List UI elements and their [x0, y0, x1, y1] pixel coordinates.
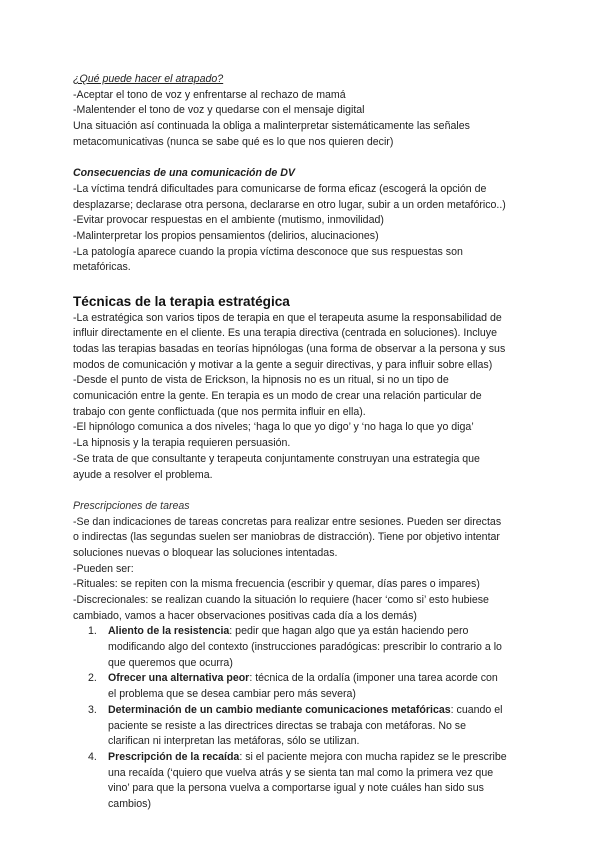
list-item-text: una recaída (‘quiero que vuelva atrás y se sienta tan mal como la primera vez que — [108, 766, 494, 779]
list-number: 4. — [88, 750, 97, 763]
text-line: -Desde el punto de vista de Erickson, la hipnosis no es un ritual, si no un tipo de — [73, 374, 449, 387]
text-line: metafóricas. — [73, 261, 131, 274]
list-item-text: cambios) — [108, 797, 151, 810]
list-item-text: clarifican ni interpretan las metáforas, sólo se utilizan. — [108, 735, 360, 748]
blank-line — [73, 150, 548, 166]
text-line: todas las terapias basadas en teorías hipnólogas (una forma de observar a la persona y sus — [73, 343, 506, 355]
text-line: -La estratégica son varios tipos de terapia en que el terapeuta asume la responsabilidad de — [73, 311, 502, 324]
list-item-text: : cuando el — [450, 703, 503, 716]
text-line: -Evitar provocar respuestas en el ambiente (mutismo, inmovilidad) — [73, 214, 384, 227]
section-heading: Técnicas de la terapia estratégica — [73, 293, 290, 309]
text-line: influir directamente en el cliente. Es una terapia directiva (centrada en soluciones). Incluye — [73, 327, 497, 340]
list-item-text: : pedir que hagan algo que ya están haciendo pero — [229, 625, 469, 638]
text-line: comunicación entre la gente. En terapia es un modo de crear una relación particular de — [73, 390, 482, 403]
text-line: -Discrecionales: se realizan cuando la situación lo requiere (hacer ‘como si’ esto hubiese — [73, 594, 489, 606]
text-line: -La patología aparece cuando la propia víctima desconoce que sus respuestas son — [73, 245, 463, 258]
text-line: modos de comunicación y motivar a la gente a seguir directivas, y para influir sobre ellas) — [73, 358, 493, 371]
text-line: desplazarse; declarase otra persona, declararse en otro lugar, subir a un orden metafórico..) — [73, 198, 506, 211]
list-item-line — [73, 719, 548, 735]
text-line: -Rituales: se repiten con la misma frecuencia (escribir y quemar, días pares o impares) — [73, 578, 480, 591]
list-item-line — [73, 640, 548, 656]
list-item-line — [73, 656, 548, 672]
text-line: cambiado, vamos a hacer observaciones positivas cada día a los demás) — [73, 609, 417, 622]
list-item-term: Prescripción de la recaída — [108, 750, 240, 763]
list-item-line — [73, 734, 548, 750]
text-line: trabajo con gente conflictuada (que nos permita influir en ella). — [73, 405, 366, 418]
list-item-line — [73, 750, 548, 766]
list-item-text: que queremos que ocurra) — [108, 656, 233, 669]
list-item-line — [73, 703, 548, 719]
text-line: -Se dan indicaciones de tareas concretas para realizar entre sesiones. Pueden ser directas — [73, 515, 502, 528]
list-item-text: : si el paciente mejora con mucha rapidez se le prescribe — [239, 750, 507, 763]
text-line: soluciones nuevas o bloquear las soluciones intentadas. — [73, 546, 338, 559]
list-item-line — [73, 766, 548, 782]
document-page — [73, 72, 548, 813]
list-item-text: paciente se resiste a las directrices directas se trabaja con metáforas. No se — [108, 719, 466, 732]
list-item-term: Determinación de un cambio mediante comunicaciones metafóricas — [108, 703, 451, 716]
section-heading: Consecuencias de una comunicación de DV — [73, 167, 295, 180]
list-item-line — [73, 624, 548, 640]
text-line: -La víctima tendrá dificultades para comunicarse de forma eficaz (escogerá la opción de — [73, 182, 487, 195]
list-item-line — [73, 687, 548, 703]
blank-line — [73, 483, 548, 499]
text-line: metacomunicativas (nunca se sabe qué es lo que nos quieren decir) — [73, 135, 394, 148]
text-line: -El hipnólogo comunica a dos niveles; ‘haga lo que yo digo’ y ‘no haga lo que yo diga’ — [73, 421, 474, 434]
blank-line — [73, 276, 548, 292]
list-item-term: Aliento de la resistencia — [108, 625, 230, 638]
list-item-line — [73, 797, 548, 813]
text-line: -La hipnosis y la terapia requieren persuasión. — [73, 437, 291, 450]
list-item-line — [73, 781, 548, 797]
list-item-text: modificando algo del contexto (instrucciones paradógicas: prescribir lo contrario a lo — [108, 641, 502, 654]
list-number: 3. — [88, 703, 97, 716]
list-number: 2. — [88, 672, 97, 685]
list-item-text: : técnica de la ordalía (imponer una tarea acorde con — [249, 672, 498, 685]
list-item-line — [73, 671, 548, 687]
text-line: o indirectas (las segundas suelen ser maniobras de distracción). Tiene por objetivo intentar — [73, 531, 500, 544]
list-item-text: el problema que se desea cambiar pero más severa) — [108, 688, 356, 701]
text-line: Una situación así continuada la obliga a malinterpretar sistemáticamente las señales — [73, 120, 470, 133]
list-number: 1. — [88, 625, 97, 638]
text-line: -Pueden ser: — [73, 562, 134, 575]
section-heading: ¿Qué puede hacer el atrapado? — [73, 73, 224, 85]
text-line: -Malentender el tono de voz y quedarse con el mensaje digital — [73, 104, 365, 117]
list-item-text: vino’ para que la persona vuelva a comportarse igual y note cuáles han sido sus — [108, 782, 484, 795]
list-item-term: Ofrecer una alternativa peor — [108, 672, 250, 685]
text-line: -Se trata de que consultante y terapeuta conjuntamente construyan una estrategia que — [73, 452, 480, 465]
text-line: -Malinterpretar los propios pensamientos (delirios, alucinaciones) — [73, 229, 379, 242]
text-line: -Aceptar el tono de voz y enfrentarse al rechazo de mamá — [73, 88, 346, 101]
section-heading: Prescripciones de tareas — [73, 499, 190, 512]
text-line: ayude a resolver el problema. — [73, 468, 213, 481]
